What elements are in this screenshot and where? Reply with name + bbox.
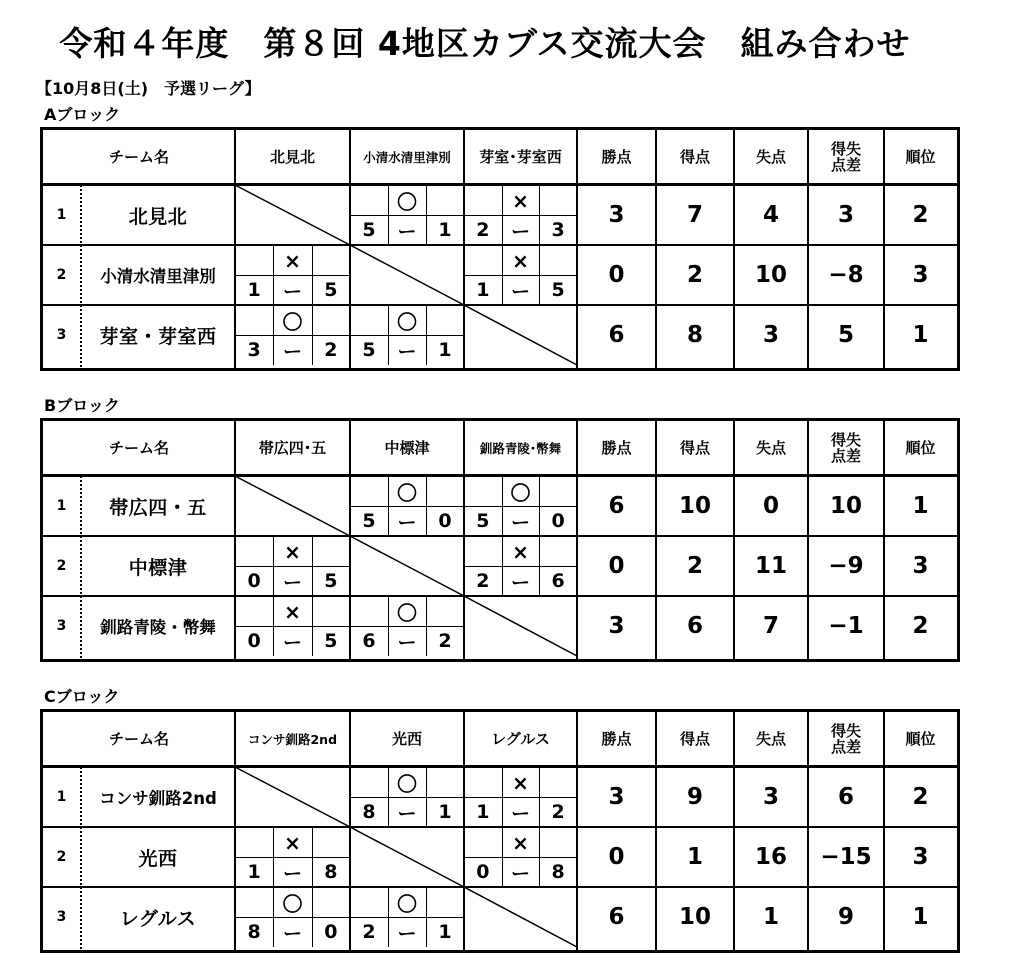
team-number: 1 <box>56 789 67 805</box>
header-goal-difference-line1: 得失 <box>830 139 861 158</box>
page-title: 令和４年度 第８回 4地区カブス交流大会 組み合わせ <box>59 24 911 63</box>
loss-mark: × <box>512 830 529 855</box>
header-goals-against: 失点 <box>755 439 786 457</box>
goals-against: 7 <box>762 613 779 639</box>
score-opponent: 2 <box>551 801 565 823</box>
header-team-name: チーム名 <box>108 730 169 748</box>
rank: 3 <box>912 262 929 288</box>
block-label: Aブロック <box>44 105 121 124</box>
team-number: 2 <box>56 267 67 283</box>
score-own: 5 <box>362 510 376 532</box>
header-win-points: 勝点 <box>601 439 632 457</box>
rank: 1 <box>912 322 929 348</box>
header-win-points: 勝点 <box>601 730 632 748</box>
goal-difference: 5 <box>837 322 854 348</box>
header-goal-difference-line2: 点差 <box>830 446 861 465</box>
win-points: 6 <box>608 493 625 519</box>
win-mark: 〇 <box>397 481 417 505</box>
score-opponent: 2 <box>438 630 452 652</box>
header-opponent: 帯広四･五 <box>258 439 327 457</box>
score-opponent: 5 <box>324 279 338 301</box>
loss-mark: × <box>284 248 301 273</box>
score-opponent: 0 <box>438 510 452 532</box>
score-dash: ー <box>397 922 417 945</box>
goals-for: 8 <box>686 322 703 348</box>
header-win-points: 勝点 <box>601 148 632 166</box>
team-name: コンサ釧路2nd <box>99 789 217 808</box>
header-goals-against: 失点 <box>755 148 786 166</box>
header-goals-for: 得点 <box>679 439 710 457</box>
score-opponent: 0 <box>551 510 565 532</box>
score-own: 0 <box>247 630 261 652</box>
win-points: 3 <box>608 202 625 228</box>
score-dash: ー <box>510 511 530 534</box>
header-opponent: 北見北 <box>269 148 315 166</box>
goal-difference: 9 <box>837 904 854 930</box>
league-table <box>40 418 960 662</box>
score-dash: ー <box>397 511 417 534</box>
score-dash: ー <box>510 802 530 825</box>
goal-difference: −15 <box>820 844 872 870</box>
score-own: 1 <box>247 861 261 883</box>
score-own: 1 <box>476 279 490 301</box>
goals-against: 1 <box>762 904 779 930</box>
score-opponent: 5 <box>324 570 338 592</box>
header-opponent: 中標津 <box>384 439 430 457</box>
win-mark: 〇 <box>397 310 417 334</box>
score-dash: ー <box>397 631 417 654</box>
header-goal-difference <box>808 130 884 183</box>
team-name: 中標津 <box>128 556 188 579</box>
score-dash: ー <box>282 340 302 363</box>
win-points: 3 <box>608 784 625 810</box>
win-mark: 〇 <box>397 892 417 916</box>
header-goals-for: 得点 <box>679 148 710 166</box>
goals-for: 2 <box>686 262 703 288</box>
goals-for: 7 <box>686 202 703 228</box>
header-opponent: 釧路青陵･幣舞 <box>479 440 562 456</box>
score-dash: ー <box>510 862 530 885</box>
score-own: 1 <box>476 801 490 823</box>
score-opponent: 6 <box>551 570 565 592</box>
header-rank: 順位 <box>905 439 936 457</box>
score-dash: ー <box>397 340 417 363</box>
loss-mark: × <box>284 599 301 624</box>
score-dash: ー <box>397 802 417 825</box>
team-name: レグルス <box>119 907 197 930</box>
header-opponent: 光西 <box>391 730 422 748</box>
goal-difference: 6 <box>837 784 854 810</box>
goals-against: 4 <box>762 202 779 228</box>
rank: 2 <box>912 784 929 810</box>
score-opponent: 5 <box>324 630 338 652</box>
score-own: 2 <box>362 921 376 943</box>
score-dash: ー <box>282 862 302 885</box>
win-points: 6 <box>608 904 625 930</box>
score-own: 0 <box>247 570 261 592</box>
score-dash: ー <box>282 631 302 654</box>
header-goal-difference <box>808 421 884 474</box>
team-number: 2 <box>56 849 67 865</box>
team-number: 3 <box>56 909 67 925</box>
team-name: 光西 <box>138 847 178 870</box>
rank: 1 <box>912 904 929 930</box>
score-opponent: 5 <box>551 279 565 301</box>
block-label: Bブロック <box>44 396 120 415</box>
score-opponent: 8 <box>324 861 338 883</box>
score-opponent: 2 <box>324 339 338 361</box>
team-name: 釧路青陵・幣舞 <box>100 618 216 637</box>
score-own: 3 <box>247 339 261 361</box>
score-dash: ー <box>282 922 302 945</box>
score-dash: ー <box>510 220 530 243</box>
goals-against: 10 <box>754 262 787 288</box>
goals-against: 11 <box>754 553 787 579</box>
win-mark: 〇 <box>510 481 531 505</box>
win-points: 3 <box>608 613 625 639</box>
league-table <box>40 709 960 953</box>
league-table <box>40 127 960 371</box>
goals-for: 1 <box>686 844 703 870</box>
loss-mark: × <box>284 539 301 564</box>
header-goal-difference-line2: 点差 <box>830 737 861 756</box>
goals-against: 0 <box>762 493 779 519</box>
goals-against: 3 <box>762 322 779 348</box>
win-mark: 〇 <box>282 892 303 916</box>
score-dash: ー <box>510 571 530 594</box>
win-mark: 〇 <box>397 190 417 214</box>
goal-difference: −1 <box>828 613 864 639</box>
goals-against: 16 <box>754 844 787 870</box>
goal-difference: 10 <box>829 493 862 519</box>
header-goals-for: 得点 <box>679 730 710 748</box>
rank: 2 <box>912 613 929 639</box>
win-points: 0 <box>608 553 625 579</box>
header-opponent: 芽室･芽室西 <box>479 148 562 166</box>
score-dash: ー <box>510 280 530 303</box>
score-own: 2 <box>476 570 490 592</box>
header-opponent: レグルス <box>491 730 550 748</box>
header-team-name: チーム名 <box>108 148 169 166</box>
score-own: 0 <box>476 861 490 883</box>
score-opponent: 3 <box>551 219 565 241</box>
rank: 2 <box>912 202 929 228</box>
goals-for: 6 <box>686 613 703 639</box>
goals-for: 9 <box>686 784 703 810</box>
score-own: 8 <box>247 921 261 943</box>
team-number: 1 <box>56 498 67 514</box>
score-opponent: 1 <box>438 339 452 361</box>
loss-mark: × <box>512 188 529 213</box>
goals-for: 10 <box>678 493 711 519</box>
team-number: 3 <box>56 618 67 634</box>
score-own: 1 <box>247 279 261 301</box>
goals-against: 3 <box>762 784 779 810</box>
team-number: 1 <box>56 207 67 223</box>
block-label: Cブロック <box>44 687 120 706</box>
header-opponent: コンサ釧路2nd <box>247 731 338 747</box>
goal-difference: −9 <box>828 553 864 579</box>
header-goal-difference-line1: 得失 <box>830 721 861 740</box>
goal-difference: −8 <box>828 262 864 288</box>
goals-for: 2 <box>686 553 703 579</box>
team-name: 小清水清里津別 <box>100 267 216 286</box>
win-points: 0 <box>608 844 625 870</box>
score-dash: ー <box>282 280 302 303</box>
win-points: 0 <box>608 262 625 288</box>
score-opponent: 1 <box>438 921 452 943</box>
score-dash: ー <box>282 571 302 594</box>
rank: 1 <box>912 493 929 519</box>
header-rank: 順位 <box>905 148 936 166</box>
goals-for: 10 <box>678 904 711 930</box>
goal-difference: 3 <box>837 202 854 228</box>
loss-mark: × <box>512 770 529 795</box>
win-points: 6 <box>608 322 625 348</box>
team-number: 2 <box>56 558 67 574</box>
score-own: 5 <box>362 219 376 241</box>
loss-mark: × <box>512 539 529 564</box>
score-own: 5 <box>476 510 490 532</box>
score-own: 6 <box>362 630 376 652</box>
header-opponent: 小清水清里津別 <box>363 149 451 165</box>
team-name: 北見北 <box>128 205 188 228</box>
header-goal-difference-line1: 得失 <box>830 430 861 449</box>
score-opponent: 0 <box>324 921 338 943</box>
match-day-subtitle: 【10月8日(土) 予選リーグ】 <box>36 79 261 98</box>
team-number: 3 <box>56 327 67 343</box>
score-opponent: 1 <box>438 801 452 823</box>
score-own: 5 <box>362 339 376 361</box>
rank: 3 <box>912 844 929 870</box>
team-name: 帯広四・五 <box>109 496 207 519</box>
score-opponent: 8 <box>551 861 565 883</box>
win-mark: 〇 <box>397 772 417 796</box>
win-mark: 〇 <box>282 310 303 334</box>
score-own: 8 <box>362 801 376 823</box>
score-own: 2 <box>476 219 490 241</box>
header-goals-against: 失点 <box>755 730 786 748</box>
rank: 3 <box>912 553 929 579</box>
win-mark: 〇 <box>397 601 417 625</box>
header-goal-difference-line2: 点差 <box>830 155 861 174</box>
team-name: 芽室・芽室西 <box>99 325 217 348</box>
header-goal-difference <box>808 712 884 765</box>
loss-mark: × <box>284 830 301 855</box>
score-opponent: 1 <box>438 219 452 241</box>
header-team-name: チーム名 <box>108 439 169 457</box>
header-rank: 順位 <box>905 730 936 748</box>
loss-mark: × <box>512 248 529 273</box>
score-dash: ー <box>397 220 417 243</box>
